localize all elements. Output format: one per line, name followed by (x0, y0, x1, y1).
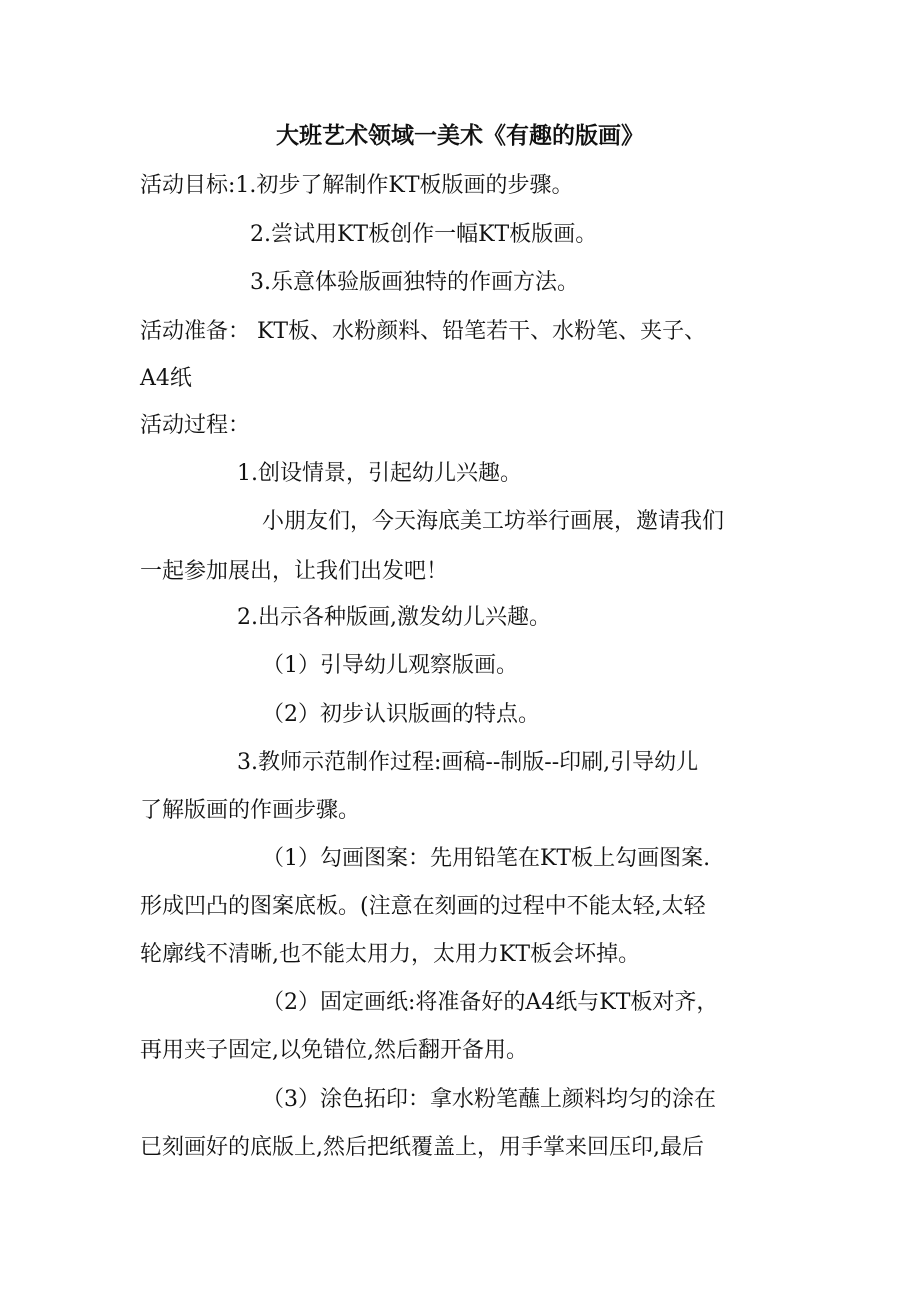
step-1-text-cont: 一起参加展出，让我们出发吧！ (140, 559, 449, 584)
preparation-line: 活动准备： KT板、水粉颜料、铅笔若干、水粉笔、夹子、 (140, 319, 707, 344)
step-3-item-1-cont: 形成凹凸的图案底板。(注意在刻画的过程中不能太轻,太轻 (140, 894, 706, 919)
step-3-heading: 3.教师示范制作过程:画稿--制版--印刷,引导幼儿 (237, 750, 699, 775)
step-3-item-3: （3）涂色拓印：拿水粉笔蘸上颜料均匀的涂在 (262, 1087, 716, 1112)
goal-line-2: 2.尝试用KT板创作一幅KT板版画。 (250, 222, 598, 247)
step-2-heading: 2.出示各种版画,激发幼儿兴趣。 (237, 605, 551, 630)
step-3-heading-cont: 了解版画的作画步骤。 (140, 798, 361, 823)
goal-line-3: 3.乐意体验版画独特的作画方法。 (250, 270, 579, 295)
step-1-heading: 1.创设情景，引起幼儿兴趣。 (237, 461, 522, 486)
step-3-item-1: （1）勾画图案：先用铅笔在KT板上勾画图案. (262, 846, 711, 871)
preparation-line-cont: A4纸 (140, 366, 192, 391)
step-3-item-2: （2）固定画纸:将准备好的A4纸与KT板对齐， (262, 990, 719, 1015)
process-heading: 活动过程： (140, 413, 251, 438)
goal-line-1: 活动目标:1.初步了解制作KT板版画的步骤。 (140, 173, 574, 198)
step-2-item-1: （1）引导幼儿观察版画。 (262, 653, 518, 678)
step-3-item-3-cont: 已刻画好的底版上,然后把纸覆盖上，用手掌来回压印,最后 (140, 1135, 704, 1160)
step-3-item-1-cont-2: 轮廓线不清晰,也不能太用力，太用力KT板会坏掉。 (140, 942, 641, 967)
step-3-item-2-cont: 再用夹子固定,以免错位,然后翻开备用。 (140, 1038, 528, 1063)
step-2-item-2: （2）初步认识版画的特点。 (262, 702, 540, 727)
step-1-text: 小朋友们，今天海底美工坊举行画展，邀请我们 (262, 509, 725, 534)
document-title: 大班艺术领域一美术《有趣的版画》 (276, 122, 644, 149)
